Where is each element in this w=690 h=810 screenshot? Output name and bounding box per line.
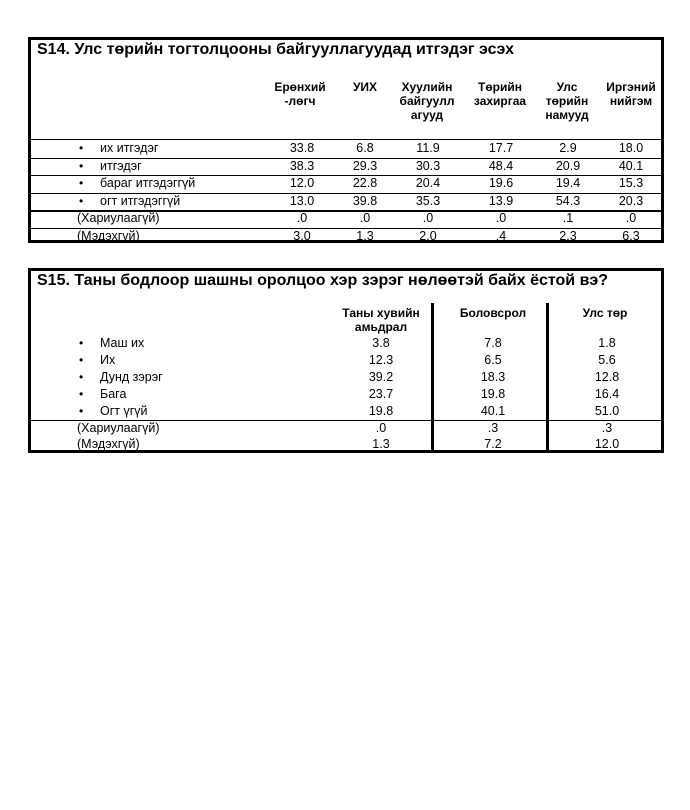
table-cell: 39.2 — [368, 369, 394, 384]
table-cell: .3 — [601, 420, 613, 435]
bullet-icon: • — [79, 352, 84, 367]
column-header: Ерөнхий -лөгч — [274, 80, 326, 108]
row-label: Бага — [100, 386, 127, 401]
table-cell: 1.3 — [356, 229, 374, 243]
table-cell: 12.0 — [594, 437, 620, 452]
table-cell: .0 — [495, 211, 507, 226]
row-label: Маш их — [100, 336, 145, 350]
row-label: (Мэдэхгүй) — [77, 229, 140, 243]
table-cell: 29.3 — [352, 158, 378, 173]
table-cell: 39.8 — [352, 193, 378, 208]
column-header: Төрийн захиргаа — [473, 80, 527, 108]
bullet-icon: • — [79, 141, 84, 155]
table-cell: 1.3 — [372, 437, 390, 452]
table-row — [31, 229, 661, 247]
table-cell: 20.4 — [415, 176, 441, 191]
table-cell: 6.5 — [484, 352, 502, 367]
table-cell: 19.8 — [368, 403, 394, 418]
bullet-icon: • — [79, 193, 84, 208]
column-header: Улс төрийн намууд — [545, 80, 589, 122]
row-label: их итгэдэг — [100, 141, 159, 155]
column-header: УИХ — [352, 80, 378, 94]
table-cell: .0 — [625, 211, 637, 226]
table-cell: 6.8 — [356, 141, 374, 155]
table-cell: 20.3 — [618, 193, 644, 208]
row-label: бараг итгэдэггүй — [100, 176, 196, 191]
table-row — [31, 159, 661, 177]
table-cell: 1.8 — [598, 336, 616, 350]
table-cell: .0 — [375, 420, 387, 435]
column-header: Боловсрол — [459, 306, 527, 320]
table-cell: 23.7 — [368, 386, 394, 401]
bullet-icon: • — [79, 176, 84, 191]
table-row — [31, 437, 661, 454]
bullet-icon: • — [79, 403, 84, 418]
table-row — [31, 421, 661, 438]
table-row — [31, 387, 661, 404]
table-row — [31, 211, 661, 229]
table-cell: 51.0 — [594, 403, 620, 418]
table-s15 — [28, 268, 664, 453]
table-cell: 30.3 — [415, 158, 441, 173]
table-title: S14. Улс төрийн тогтолцооны байгууллагуудад итгэдэг эсэх — [37, 41, 515, 58]
table-cell: 16.4 — [594, 386, 620, 401]
row-label: Их — [100, 352, 116, 367]
table-cell: 54.3 — [555, 193, 581, 208]
table-cell: 40.1 — [480, 403, 506, 418]
column-header: Хуулийн байгуулл агууд — [399, 80, 455, 122]
bullet-icon: • — [79, 336, 84, 350]
column-header: Иргэний нийгэм — [606, 80, 656, 108]
table-row — [31, 336, 661, 353]
table-cell: 3.0 — [293, 229, 311, 243]
table-cell: 20.9 — [555, 158, 581, 173]
bullet-icon: • — [79, 369, 84, 384]
table-cell: 22.8 — [352, 176, 378, 191]
table-cell: 12.3 — [368, 352, 394, 367]
row-label: Дунд зэрэг — [100, 369, 163, 384]
bullet-icon: • — [79, 386, 84, 401]
table-cell: 38.3 — [289, 158, 315, 173]
table-cell: 12.8 — [594, 369, 620, 384]
table-cell: 13.0 — [289, 193, 315, 208]
table-cell: 15.3 — [618, 176, 644, 191]
table-cell: 5.6 — [598, 352, 616, 367]
table-cell: 3.8 — [372, 336, 390, 350]
table-title: S15. Таны бодлоор шашны оролцоо хэр зэрэг нөлөөтэй байх ёстой вэ? — [37, 272, 609, 289]
table-cell: .0 — [296, 211, 308, 226]
table-s14 — [28, 37, 664, 243]
table-cell: 48.4 — [488, 158, 514, 173]
table-row — [31, 141, 661, 159]
table-cell: 7.2 — [484, 437, 502, 452]
table-row — [31, 353, 661, 370]
table-cell: 33.8 — [289, 141, 315, 155]
table-cell: .1 — [562, 211, 574, 226]
table-cell: 2.0 — [419, 229, 437, 243]
table-cell: .0 — [422, 211, 434, 226]
column-header: Улс төр — [582, 306, 628, 320]
table-cell: .4 — [495, 229, 507, 243]
table-cell: 18.0 — [618, 141, 644, 155]
table-cell: .0 — [359, 211, 371, 226]
table-cell: 35.3 — [415, 193, 441, 208]
table-row — [31, 176, 661, 194]
row-label: итгэдэг — [100, 158, 142, 173]
table-cell: 13.9 — [488, 193, 514, 208]
table-cell: 12.0 — [289, 176, 315, 191]
table-cell: 17.7 — [488, 141, 514, 155]
table-cell: 19.6 — [488, 176, 514, 191]
row-label: Огт үгүй — [100, 403, 148, 418]
row-label: (Мэдэхгүй) — [77, 437, 140, 452]
table-row — [31, 370, 661, 387]
row-label: (Хариулаагүй) — [77, 420, 160, 435]
table-cell: 18.3 — [480, 369, 506, 384]
table-cell: 19.4 — [555, 176, 581, 191]
table-cell: 19.8 — [480, 386, 506, 401]
row-label: огт итгэдэггүй — [100, 193, 181, 208]
table-cell: 7.8 — [484, 336, 502, 350]
table-row — [31, 194, 661, 212]
table-cell: 11.9 — [416, 141, 440, 155]
table-cell: 2.9 — [559, 141, 577, 155]
row-divider — [31, 139, 661, 140]
table-cell: 6.3 — [622, 229, 640, 243]
table-cell: 40.1 — [618, 158, 644, 173]
table-row — [31, 404, 661, 421]
bullet-icon: • — [79, 158, 84, 173]
table-cell: .3 — [487, 420, 499, 435]
row-label: (Хариулаагүй) — [77, 211, 160, 226]
column-header: Таны хувийн амьдрал — [342, 306, 420, 334]
table-cell: 2.3 — [559, 229, 577, 243]
